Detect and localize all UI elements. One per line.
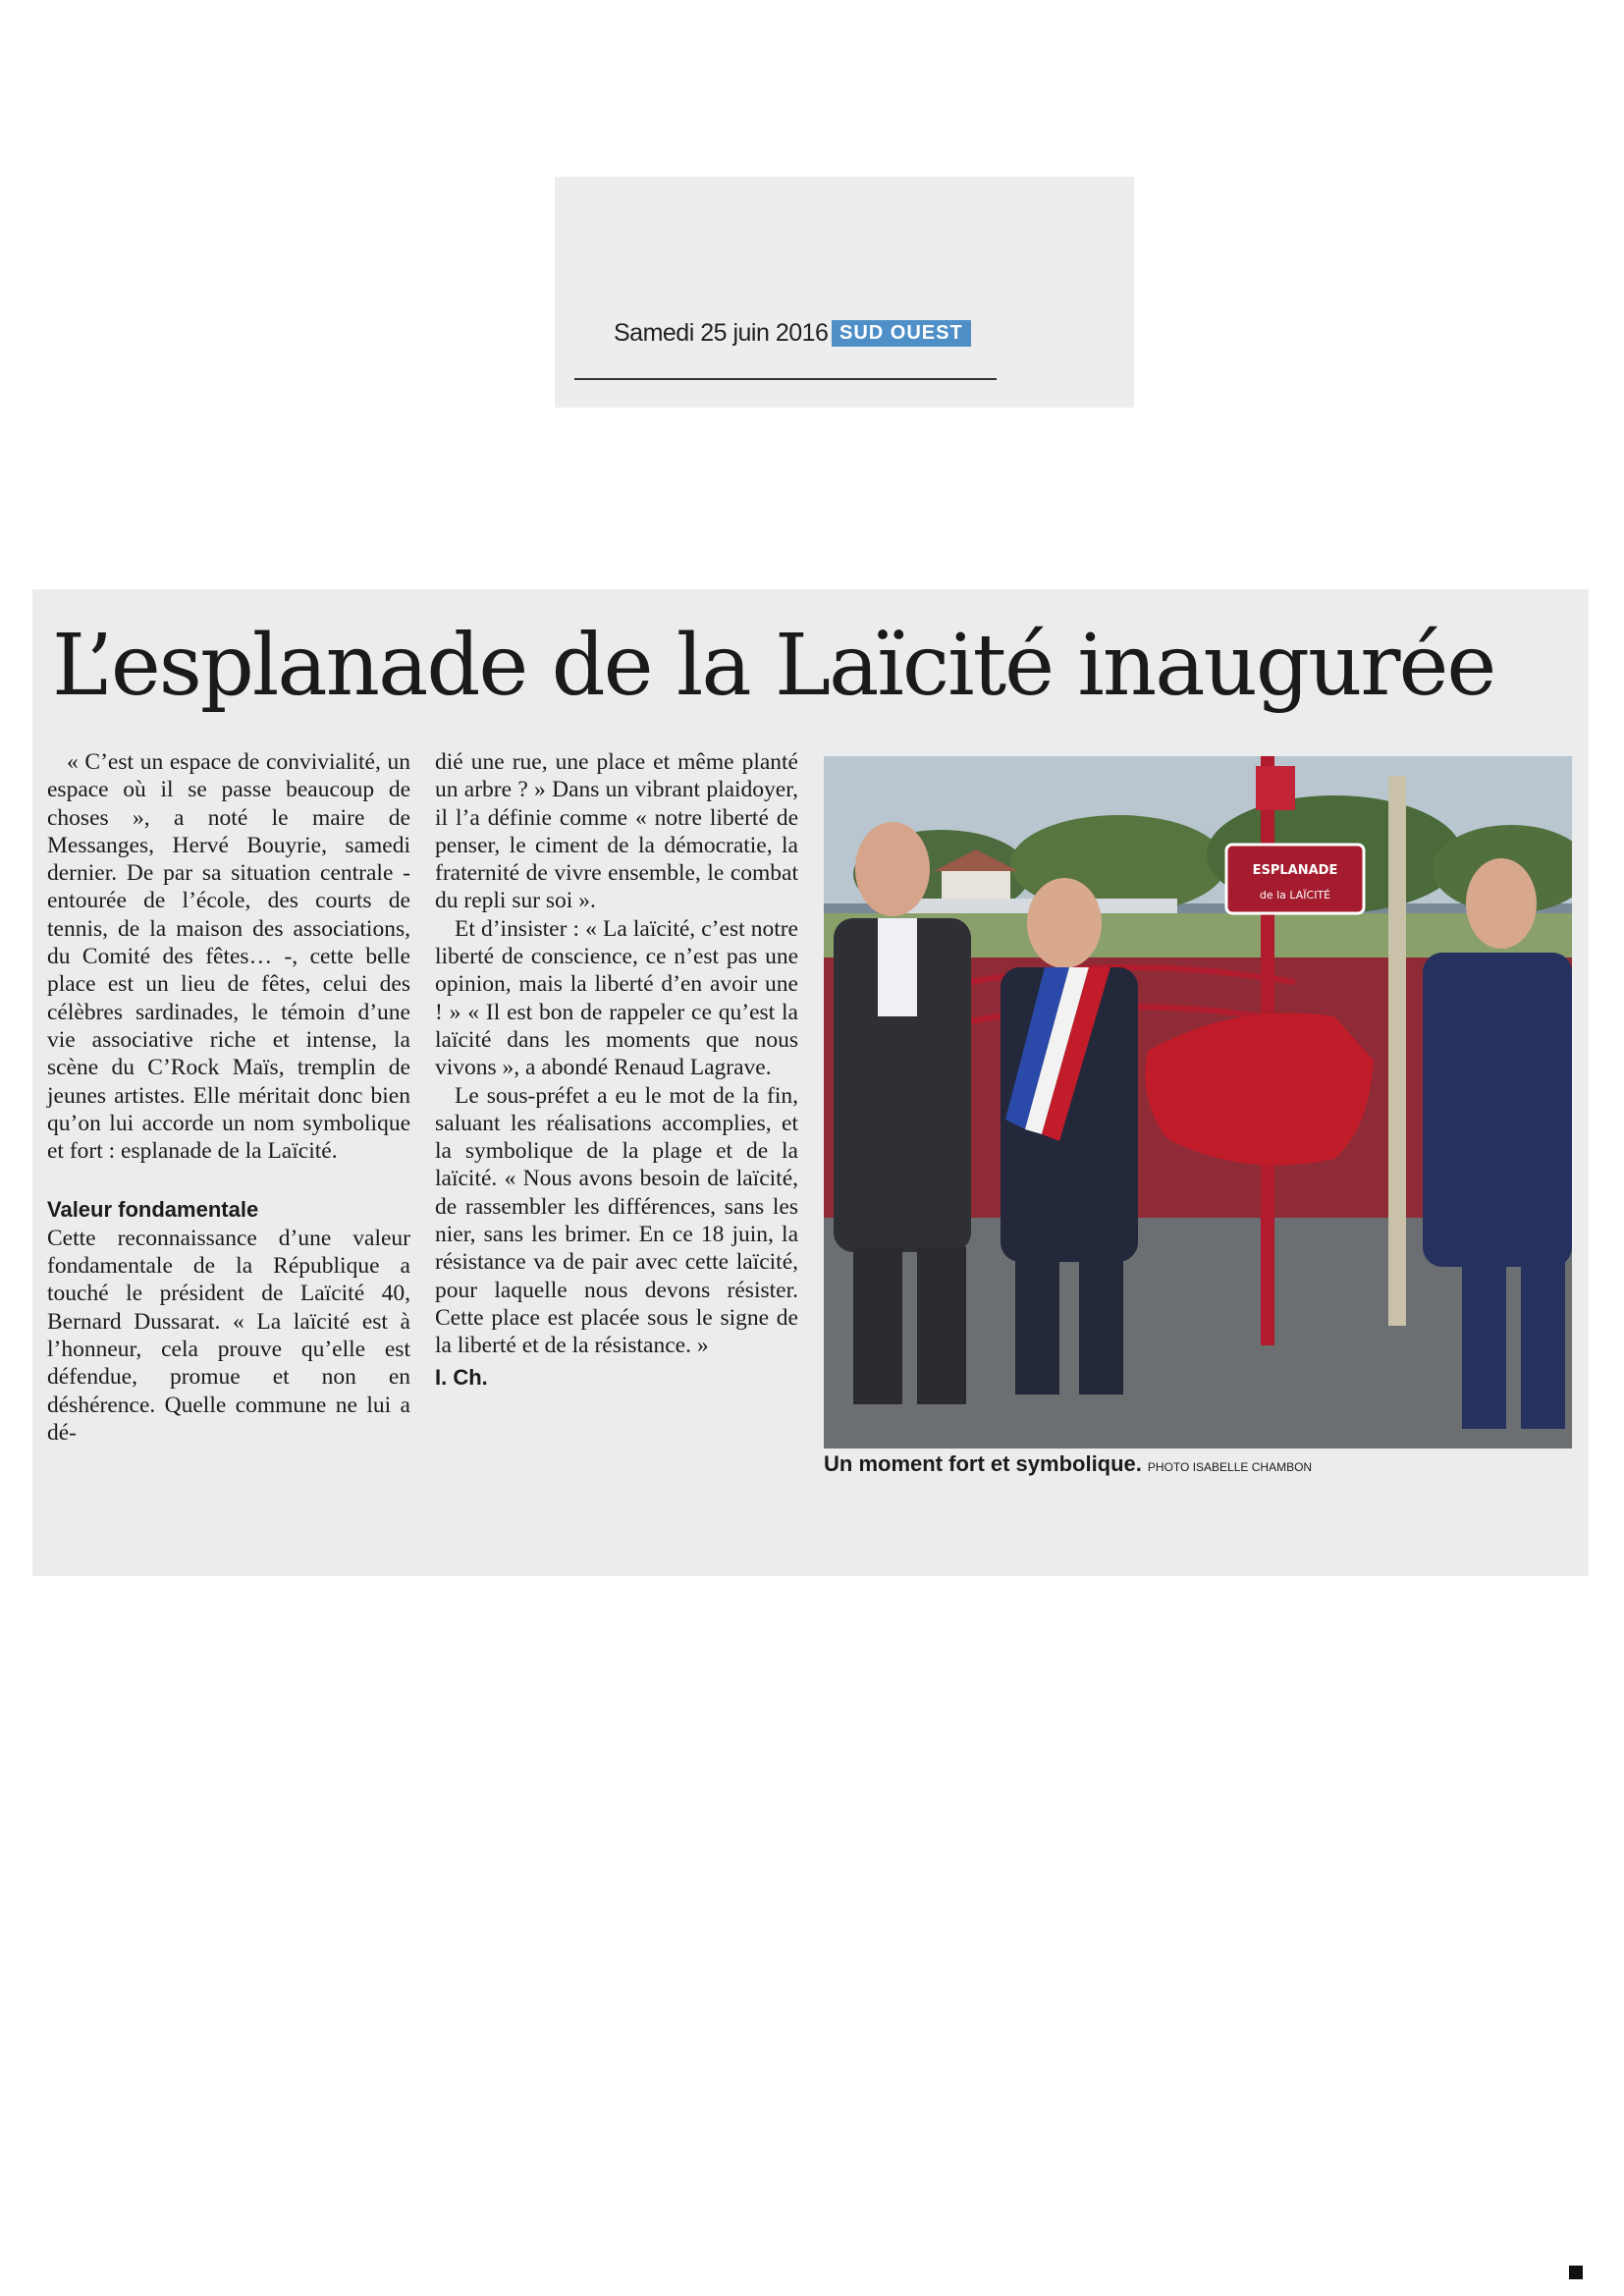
- sign-line-1: ESPLANADE: [1252, 863, 1338, 878]
- newspaper-logo: SUD OUEST: [832, 320, 971, 347]
- column-2: [435, 748, 798, 1392]
- subheading: Valeur fondamentale: [47, 1197, 259, 1223]
- header-clipping: [555, 177, 1134, 408]
- article-photo: [824, 756, 1572, 1449]
- caption-text: Un moment fort et symbolique.: [824, 1451, 1142, 1476]
- column-1: [47, 748, 410, 1447]
- paragraph: « C’est un espace de convivialité, un espace où il se passe beaucoup de choses », a noté le maire de Messanges, Hervé Bouyrie, samedi dernier. De par sa situation centrale - entourée de l’école, des courts de tennis, de la maison des associations, du Comité des fêtes… -, cette belle place est un lieu de fêtes, celui des célèbres sardinades, le témoin d’une vie associative riche et intense, la scène du C’Rock Maïs, tremplin de jeunes artistes. Elle méritait donc bien qu’on lui accorde un nom symbolique et fort : esplanade de la Laïcité.: [47, 749, 410, 1165]
- photo-caption: [824, 1451, 1572, 1477]
- article-clipping: [32, 589, 1589, 1576]
- publication-date: Samedi 25 juin 2016: [614, 319, 829, 347]
- scan-corner-mark: [1569, 2266, 1583, 2279]
- paragraph: Et d’insister : « La laïcité, c’est notre liberté de conscience, ce n’est pas une opinion, mais la liberté d’en avoir une ! » « Il est bon de rappeler ce qu’est la laïcité dans les moments que nous vivons », a abondé Renaud Lagrave.: [435, 915, 798, 1081]
- header-rule: [574, 378, 997, 380]
- byline: I. Ch.: [435, 1364, 488, 1390]
- headline: L’esplanade de la Laïcité inaugurée: [52, 617, 1495, 715]
- sign-line-2: de la LAÏCITÉ: [1259, 889, 1331, 902]
- paragraph: Cette reconnaissance d’une valeur fondamentale de la République a touché le président de Laïcité 40, Bernard Dussarat. « La laïcité est à l’honneur, cela prouve qu’elle est défendue, promue et non en déshérence. Quelle commune ne lui a dé-: [47, 1225, 410, 1446]
- paragraph: Le sous-préfet a eu le mot de la fin, saluant les réalisations accomplies, et la symbolique de la plage et de la laïcité. « Nous avons besoin de laïcité, de rassembler les différences, sans les nier, sans les brimer. En ce 18 juin, la résistance va de pair avec cette laïcité, pour laquelle nous devons résister. Cette place est placée sous le signe de la liberté et de la résistance. »: [435, 1082, 798, 1359]
- paragraph: dié une rue, une place et même planté un arbre ? » Dans un vibrant plaidoyer, il l’a définie comme « notre liberté de penser, le ciment de la démocratie, la fraternité de vivre ensemble, le combat du repli sur soi ».: [435, 749, 798, 914]
- photo-credit: PHOTO ISABELLE CHAMBON: [1147, 1460, 1313, 1474]
